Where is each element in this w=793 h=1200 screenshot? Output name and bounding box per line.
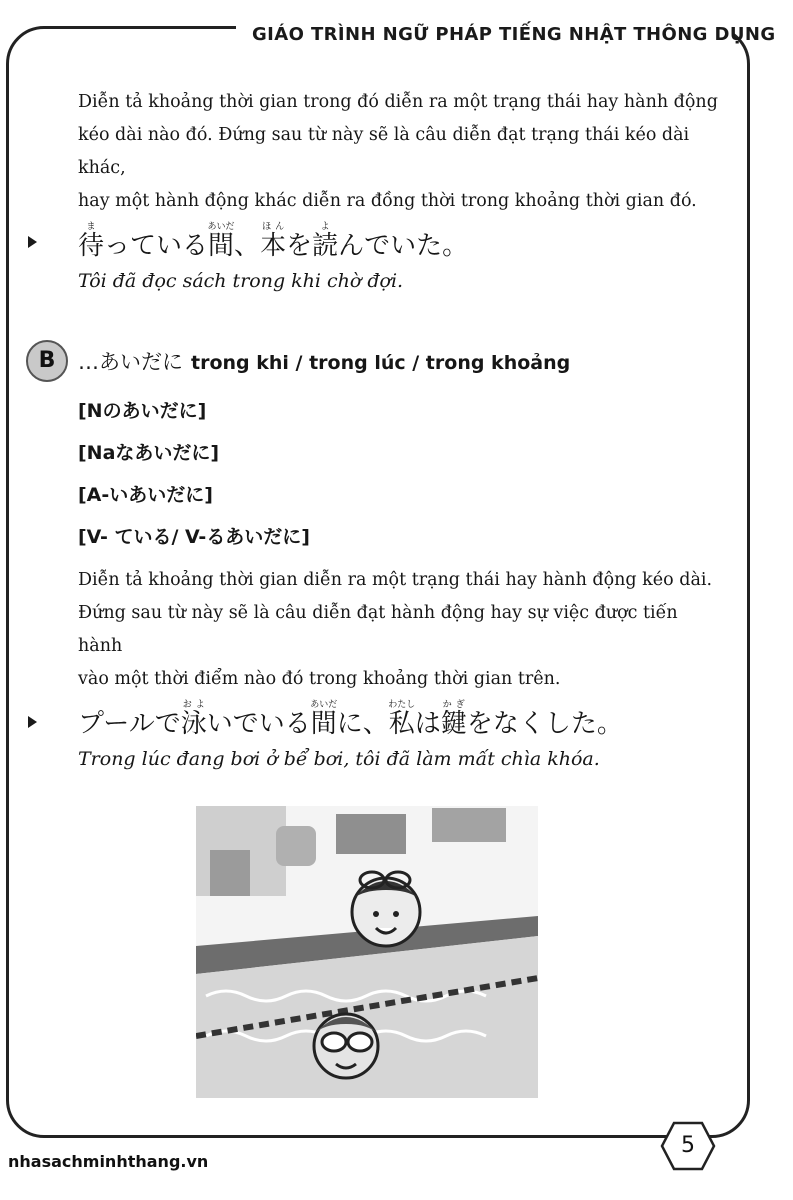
grammar-point-meaning: trong khi / trong lúc / trong khoảng bbox=[191, 352, 571, 374]
example-sentence-jp: プールで泳およいでいる間あいだに、私わたしは鍵かぎをなくした。 bbox=[78, 700, 623, 739]
example-sentence-jp: 待まっている間あいだ、本ほんを読よんでいた。 bbox=[78, 222, 469, 261]
pattern-i-adjective: [A-いあいだに] bbox=[78, 484, 213, 506]
book-title: GIÁO TRÌNH NGỮ PHÁP TIẾNG NHẬT THÔNG DỤNG bbox=[236, 18, 732, 52]
section-a-description bbox=[78, 86, 718, 218]
example-translation: Tôi đã đọc sách trong khi chờ đợi. bbox=[78, 270, 404, 292]
pattern-noun: [Nのあいだに] bbox=[78, 400, 207, 422]
swimming-pool-illustration bbox=[196, 806, 538, 1098]
example-translation: Trong lúc đang bơi ở bể bơi, tôi đã làm mất chìa khóa. bbox=[78, 748, 600, 770]
bullet-icon bbox=[28, 716, 37, 728]
grammar-point-jp: …あいだに bbox=[78, 350, 183, 374]
description-line: Diễn tả khoảng thời gian trong đó diễn ra một trạng thái hay hành động bbox=[78, 92, 718, 112]
publisher-website: nhasachminhthang.vn bbox=[8, 1152, 209, 1171]
description-line: hay một hành động khác diễn ra đồng thời trong khoảng thời gian đó. bbox=[78, 191, 697, 211]
section-b-description bbox=[78, 564, 718, 696]
page-number: 5 bbox=[681, 1133, 695, 1158]
description-line: kéo dài nào đó. Đứng sau từ này sẽ là câu diễn đạt trạng thái kéo dài khác, bbox=[78, 125, 690, 178]
bullet-icon bbox=[28, 236, 37, 248]
section-b-badge: B bbox=[26, 340, 68, 382]
description-line: Diễn tả khoảng thời gian diễn ra một trạng thái hay hành động kéo dài. bbox=[78, 570, 713, 590]
pattern-verb: [V- ている/ V-るあいだに] bbox=[78, 526, 310, 548]
description-line: Đứng sau từ này sẽ là câu diễn đạt hành động hay sự việc được tiến hành bbox=[78, 603, 678, 656]
pattern-na-adjective: [Naなあいだに] bbox=[78, 442, 220, 464]
description-line: vào một thời điểm nào đó trong khoảng thời gian trên. bbox=[78, 669, 561, 689]
section-b-heading bbox=[78, 344, 570, 381]
